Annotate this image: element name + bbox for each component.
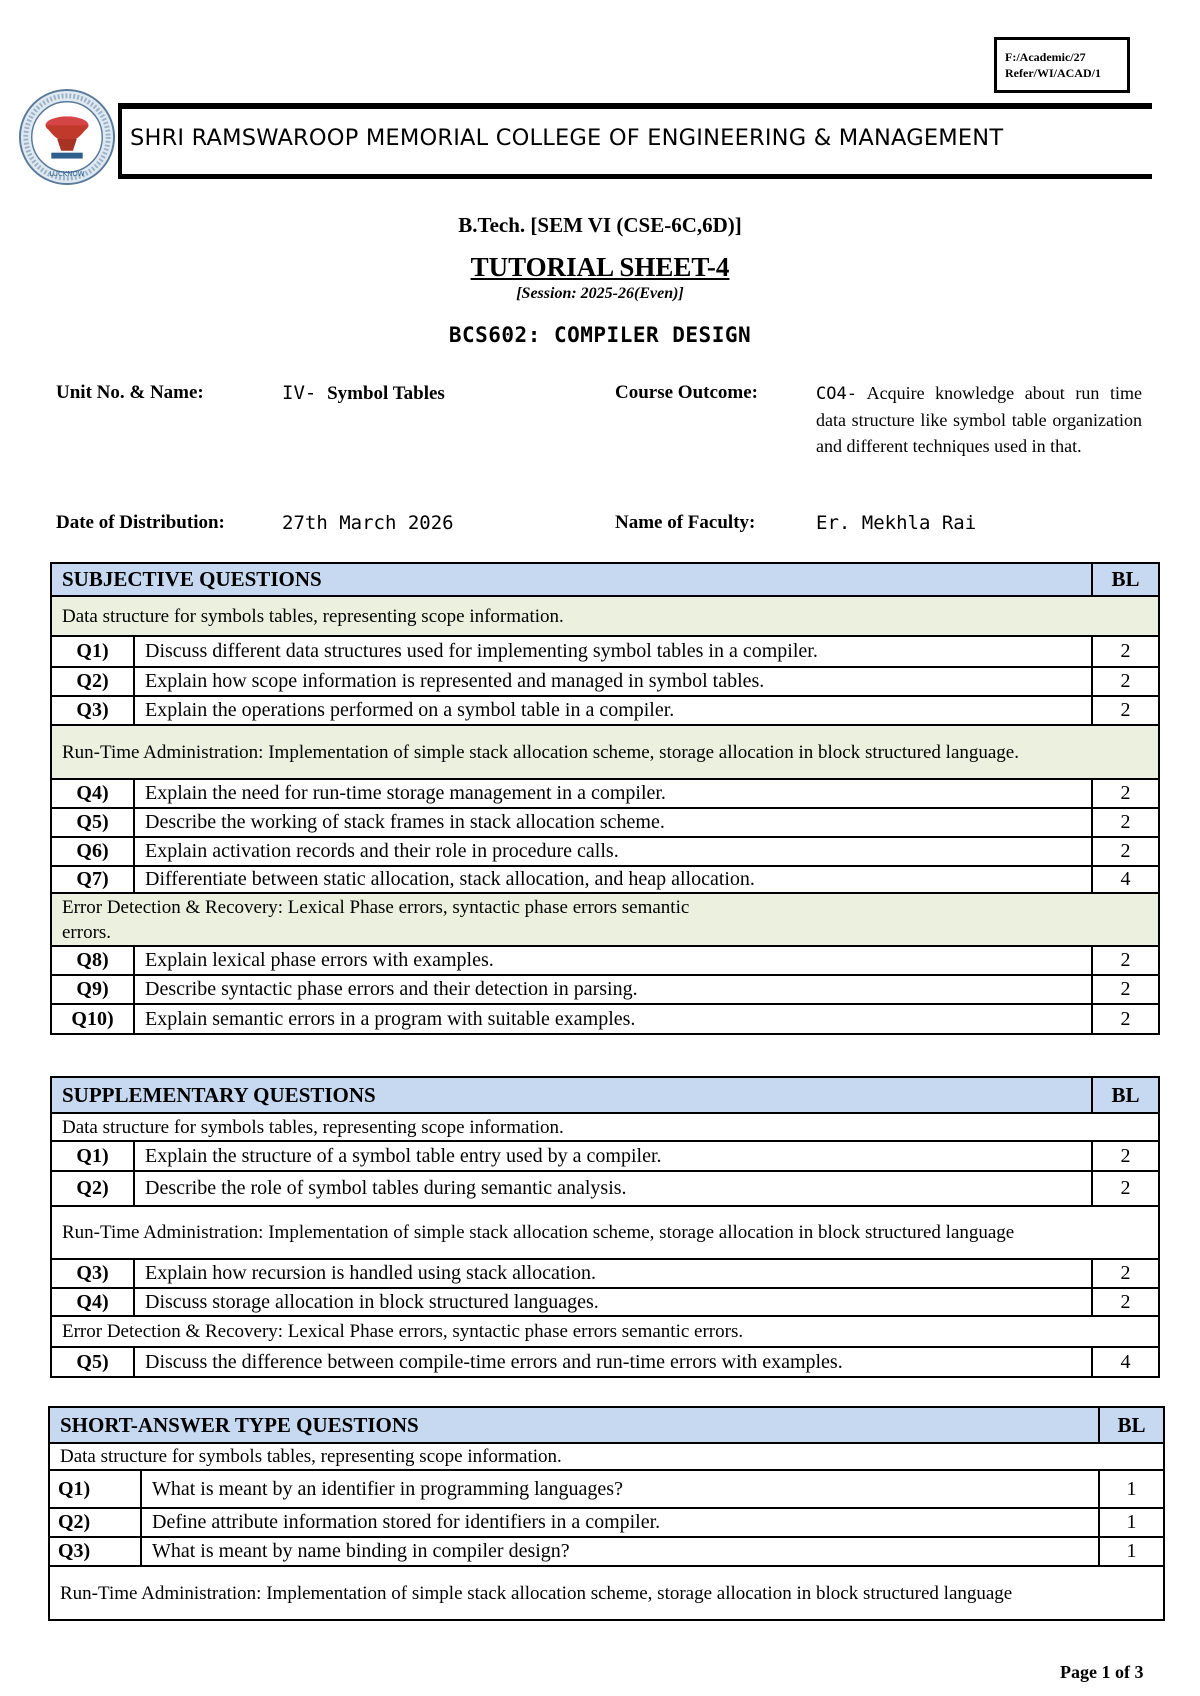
topic-text: Run-Time Administration: Implementation of simple stack allocation scheme, storage allocation in block structured language [49, 1566, 1164, 1620]
question-text: Discuss the difference between compile-time errors and run-time errors with examples. [134, 1347, 1092, 1377]
table-row [51, 779, 1159, 808]
table-row [51, 696, 1159, 725]
bloom-level: 1 [1099, 1537, 1164, 1566]
question-number: Q4) [51, 1288, 134, 1316]
table-header-row [51, 1077, 1159, 1113]
question-number: Q9) [51, 975, 134, 1004]
question-number: Q2) [51, 1171, 134, 1206]
question-number: Q1) [49, 1470, 141, 1508]
topic-row [51, 1113, 1159, 1141]
course-title: BCS602: COMPILER DESIGN [448, 323, 752, 347]
topic-row [49, 1443, 1164, 1470]
reference-line-2: Refer/WI/ACAD/1 [1005, 66, 1101, 80]
question-text: Explain lexical phase errors with examples. [134, 946, 1092, 975]
bloom-level: 4 [1092, 1347, 1159, 1377]
course-outcome-description: Acquire knowledge about run time data structure like symbol table organization and different techniques used in that. [816, 383, 1142, 456]
bloom-level: 1 [1099, 1508, 1164, 1537]
bloom-level: 2 [1092, 1288, 1159, 1316]
supplementary-questions-table [50, 1076, 1160, 1378]
date-value: 27th March 2026 [282, 512, 454, 534]
question-number: Q7) [51, 866, 134, 893]
topic-text: Run-Time Administration: Implementation of simple stack allocation scheme, storage allocation in block structured language [51, 1206, 1159, 1259]
table-row [51, 808, 1159, 837]
topic-text: Run-Time Administration: Implementation of simple stack allocation scheme, storage allocation in block structured language. [51, 725, 1159, 779]
bloom-level: 1 [1099, 1470, 1164, 1508]
question-number: Q4) [51, 779, 134, 808]
subjective-questions-table [50, 562, 1160, 1035]
topic-row [51, 725, 1159, 779]
question-text: Explain activation records and their role in procedure calls. [134, 837, 1092, 866]
faculty-label: Name of Faculty: [615, 512, 756, 533]
topic-text: Data structure for symbols tables, representing scope information. [51, 596, 1159, 636]
bl-header: BL [1099, 1407, 1164, 1443]
table-row [51, 946, 1159, 975]
faculty-value: Er. Mekhla Rai [816, 512, 977, 534]
question-text: Explain semantic errors in a program with suitable examples. [134, 1004, 1092, 1034]
banner-left-rule [118, 103, 122, 179]
question-number: Q1) [51, 636, 134, 667]
question-text: Discuss different data structures used for implementing symbol tables in a compiler. [134, 636, 1092, 667]
topic-row [51, 1206, 1159, 1259]
bloom-level: 2 [1092, 837, 1159, 866]
bloom-level: 2 [1092, 975, 1159, 1004]
sheet-title: TUTORIAL SHEET-4 [470, 252, 730, 282]
course-outcome-text [816, 380, 1142, 459]
bloom-level: 2 [1092, 1259, 1159, 1288]
question-number: Q10) [51, 1004, 134, 1034]
question-text: Describe the working of stack frames in stack allocation scheme. [134, 808, 1092, 837]
question-number: Q3) [51, 696, 134, 725]
table-title: SHORT-ANSWER TYPE QUESTIONS [49, 1407, 1099, 1443]
bloom-level: 2 [1092, 946, 1159, 975]
session-label: [Session: 2025-26(Even)] [516, 285, 684, 302]
unit-value [282, 382, 445, 405]
unit-name: Symbol Tables [327, 383, 445, 404]
bl-header: BL [1092, 1077, 1159, 1113]
short-answer-questions-table [48, 1406, 1165, 1621]
bloom-level: 2 [1092, 667, 1159, 696]
table-row [51, 1288, 1159, 1316]
bloom-level: 2 [1092, 808, 1159, 837]
table-row [49, 1508, 1164, 1537]
topic-row [51, 596, 1159, 636]
question-number: Q2) [51, 667, 134, 696]
question-text: Differentiate between static allocation, stack allocation, and heap allocation. [134, 866, 1092, 893]
table-row [51, 1259, 1159, 1288]
table-row [49, 1470, 1164, 1508]
table-row [51, 866, 1159, 893]
topic-row [49, 1566, 1164, 1620]
table-row [51, 1171, 1159, 1206]
table-row [51, 667, 1159, 696]
table-row [51, 975, 1159, 1004]
table-row [49, 1537, 1164, 1566]
question-text: Explain the need for run-time storage management in a compiler. [134, 779, 1092, 808]
question-number: Q1) [51, 1141, 134, 1171]
topic-row [51, 1316, 1159, 1347]
banner-top-rule [118, 103, 1152, 109]
topic-line-2: errors. [62, 921, 112, 943]
table-row [51, 1141, 1159, 1171]
table-header-row [49, 1407, 1164, 1443]
table-header-row [51, 563, 1159, 596]
document-reference-box [994, 37, 1130, 93]
table-row [51, 1004, 1159, 1034]
topic-text: Data structure for symbols tables, representing scope information. [51, 1113, 1159, 1141]
question-number: Q2) [49, 1508, 141, 1537]
topic-text: Data structure for symbols tables, representing scope information. [49, 1443, 1164, 1470]
table-row [51, 636, 1159, 667]
bloom-level: 4 [1092, 866, 1159, 893]
question-text: What is meant by name binding in compiler design? [141, 1537, 1099, 1566]
unit-label: Unit No. & Name: [56, 382, 204, 403]
topic-line-1: Error Detection & Recovery: Lexical Phase errors, syntactic phase errors semantic [62, 896, 690, 918]
question-text: Define attribute information stored for identifiers in a compiler. [141, 1508, 1099, 1537]
program-heading: B.Tech. [SEM VI (CSE-6C,6D)] [458, 213, 742, 237]
banner-bottom-rule [118, 174, 1152, 179]
college-name: SHRI RAMSWAROOP MEMORIAL COLLEGE OF ENGINEERING & MANAGEMENT [130, 125, 1004, 151]
question-number: Q5) [51, 1347, 134, 1377]
question-text: Explain how scope information is represented and managed in symbol tables. [134, 667, 1092, 696]
question-text: Explain the operations performed on a symbol table in a compiler. [134, 696, 1092, 725]
question-number: Q3) [49, 1537, 141, 1566]
topic-text [51, 893, 1159, 946]
question-number: Q8) [51, 946, 134, 975]
bloom-level: 2 [1092, 1171, 1159, 1206]
question-text: Describe syntactic phase errors and their detection in parsing. [134, 975, 1092, 1004]
college-banner [118, 103, 1152, 179]
course-outcome-code: CO4- [816, 384, 857, 404]
date-label: Date of Distribution: [56, 512, 225, 533]
bloom-level: 2 [1092, 779, 1159, 808]
bloom-level: 2 [1092, 636, 1159, 667]
bloom-level: 2 [1092, 1141, 1159, 1171]
topic-text: Error Detection & Recovery: Lexical Phase errors, syntactic phase errors semantic errors. [51, 1316, 1159, 1347]
college-logo [18, 88, 116, 186]
page-number: Page 1 of 3 [1060, 1662, 1144, 1682]
question-text: Explain the structure of a symbol table entry used by a compiler. [134, 1141, 1092, 1171]
bl-header: BL [1092, 563, 1159, 596]
table-title: SUPPLEMENTARY QUESTIONS [51, 1077, 1092, 1113]
question-text: Explain how recursion is handled using stack allocation. [134, 1259, 1092, 1288]
reference-line-1: F:/Academic/27 [1005, 50, 1086, 64]
question-number: Q5) [51, 808, 134, 837]
question-text: Discuss storage allocation in block structured languages. [134, 1288, 1092, 1316]
unit-number: IV- [282, 382, 317, 404]
question-text: What is meant by an identifier in programming languages? [141, 1470, 1099, 1508]
table-row [51, 1347, 1159, 1377]
question-text: Describe the role of symbol tables during semantic analysis. [134, 1171, 1092, 1206]
topic-row [51, 893, 1159, 946]
table-title: SUBJECTIVE QUESTIONS [51, 563, 1092, 596]
logo-city-text: LUCKNOW [49, 170, 85, 179]
bloom-level: 2 [1092, 696, 1159, 725]
question-number: Q3) [51, 1259, 134, 1288]
question-number: Q6) [51, 837, 134, 866]
table-row [51, 837, 1159, 866]
bloom-level: 2 [1092, 1004, 1159, 1034]
course-outcome-label: Course Outcome: [615, 382, 758, 403]
